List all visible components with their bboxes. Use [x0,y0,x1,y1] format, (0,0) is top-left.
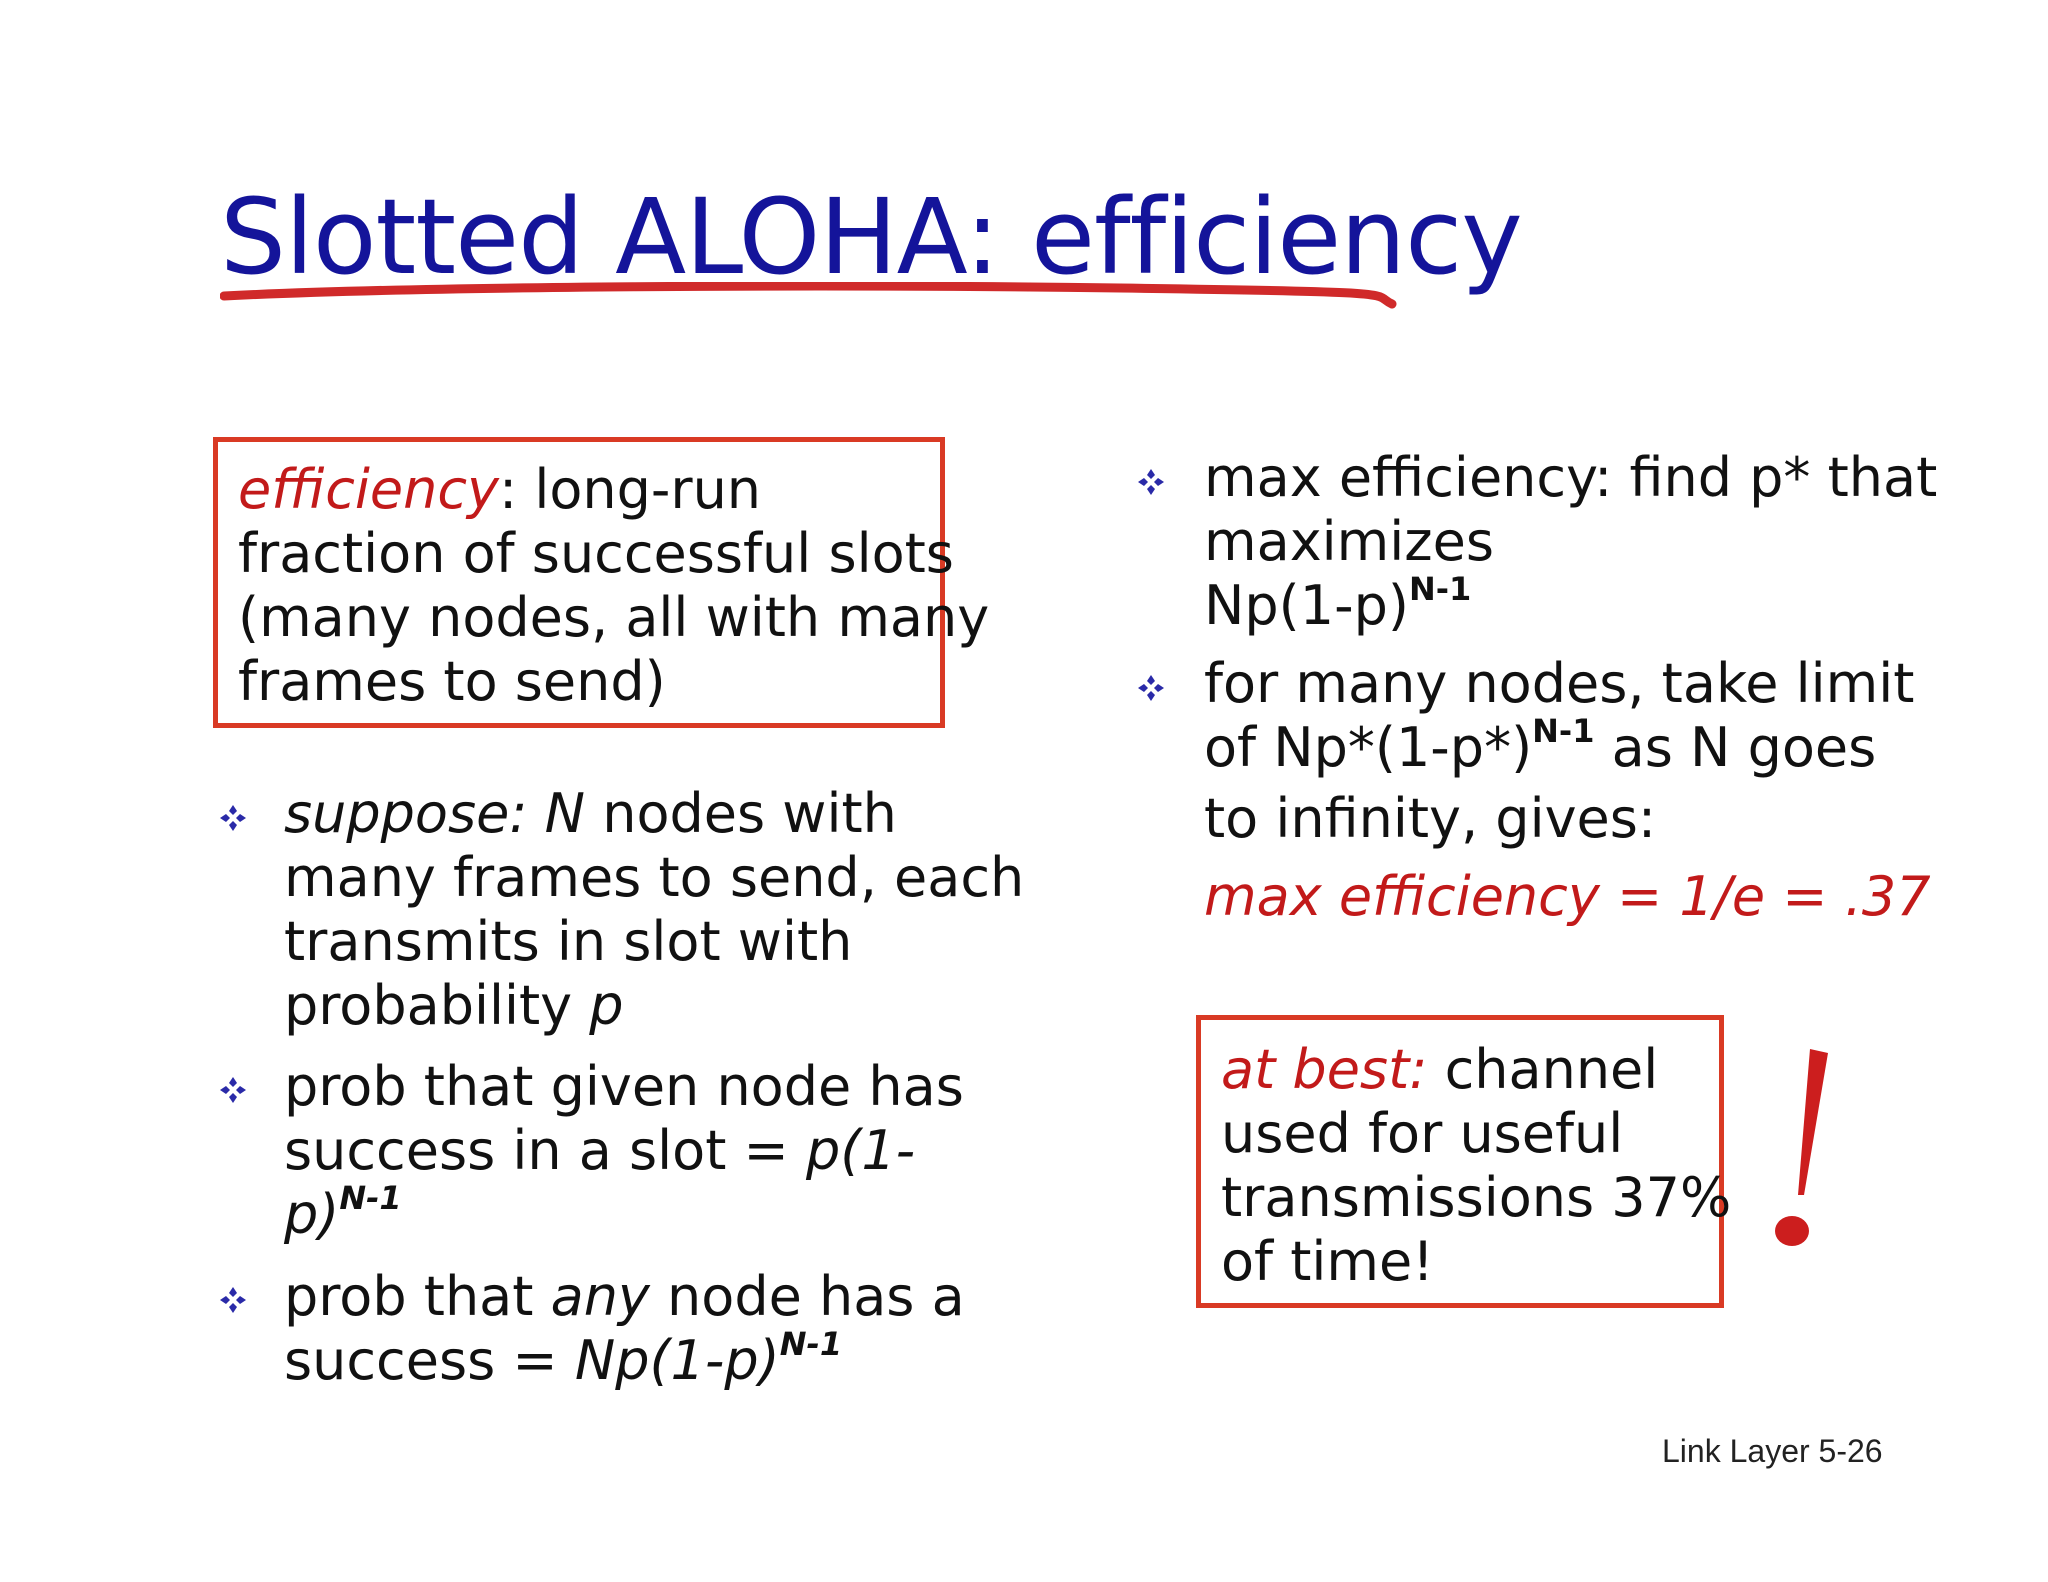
bullet-superscript: N-1 [339,1179,402,1217]
bullet-text: prob that [284,1265,551,1328]
bullet-limit [1204,652,1931,929]
bullet-text: prob that given node has [284,1055,964,1118]
bullet-text: N [527,782,586,845]
diamond-bullet-icon [1136,467,1166,497]
bullet-prob-given-node [284,1055,964,1254]
bullet-text: suppose: [284,782,528,845]
at-best-text: channel [1427,1038,1659,1101]
bullet-text: any [550,1265,650,1328]
bullet-text: p) [284,1183,340,1246]
diamond-bullet-icon [218,1285,248,1315]
bullet-text: Np(1-p) [1204,574,1409,637]
definition-term: efficiency [238,458,499,521]
slide-footer: Link Layer 5-26 [1662,1433,1883,1469]
bullet-prob-any-node [284,1265,965,1400]
bullet-text: success = [284,1329,575,1392]
bullet-text: nodes with [585,782,897,845]
bullet-text: as N goes [1594,716,1877,779]
bullet-text: many frames to send, each [284,846,1025,909]
bullet-text: success in a slot = [284,1119,806,1182]
bullet-max-efficiency [1204,446,1937,645]
diamond-bullet-icon [1136,673,1166,703]
bullet-suppose [284,782,1024,1038]
page-title: Slotted ALOHA: efficiency [220,176,1522,298]
at-best-text: of time! [1221,1230,1434,1293]
title-underline [220,282,1400,322]
definition-line: (many nodes, all with many [238,586,990,649]
bullet-text: node has a [649,1265,965,1328]
diamond-bullet-icon [218,1075,248,1105]
exclamation-icon [1770,1045,1830,1255]
at-best-box [1196,1015,1732,1308]
definition-line: fraction of successful slots [238,522,954,585]
bullet-text: for many nodes, take limit [1204,652,1915,715]
bullet-text: maximizes [1204,510,1494,573]
definition-text: : long-run [498,458,762,521]
definition-line: frames to send) [238,650,666,713]
max-efficiency-result: max efficiency = 1/e = .37 [1204,865,1931,928]
bullet-text: probability [284,974,590,1037]
at-best-text: used for useful [1221,1102,1624,1165]
bullet-text: p [589,974,624,1037]
bullet-text: to infinity, gives: [1204,787,1657,850]
bullet-text: Np(1-p) [574,1329,780,1392]
definition-box [213,437,990,728]
at-best-text: transmissions 37% [1221,1166,1732,1229]
bullet-superscript: N-1 [1408,570,1472,608]
at-best-lead: at best: [1221,1038,1428,1101]
bullet-superscript: N-1 [1532,712,1595,750]
bullet-text: transmits in slot with [284,910,853,973]
bullet-superscript: N-1 [779,1325,843,1363]
bullet-text: of Np*(1-p*) [1204,716,1533,779]
bullet-text: max efficiency: find p* that [1204,446,1938,509]
bullet-text: p(1- [805,1119,916,1182]
diamond-bullet-icon [218,803,248,833]
